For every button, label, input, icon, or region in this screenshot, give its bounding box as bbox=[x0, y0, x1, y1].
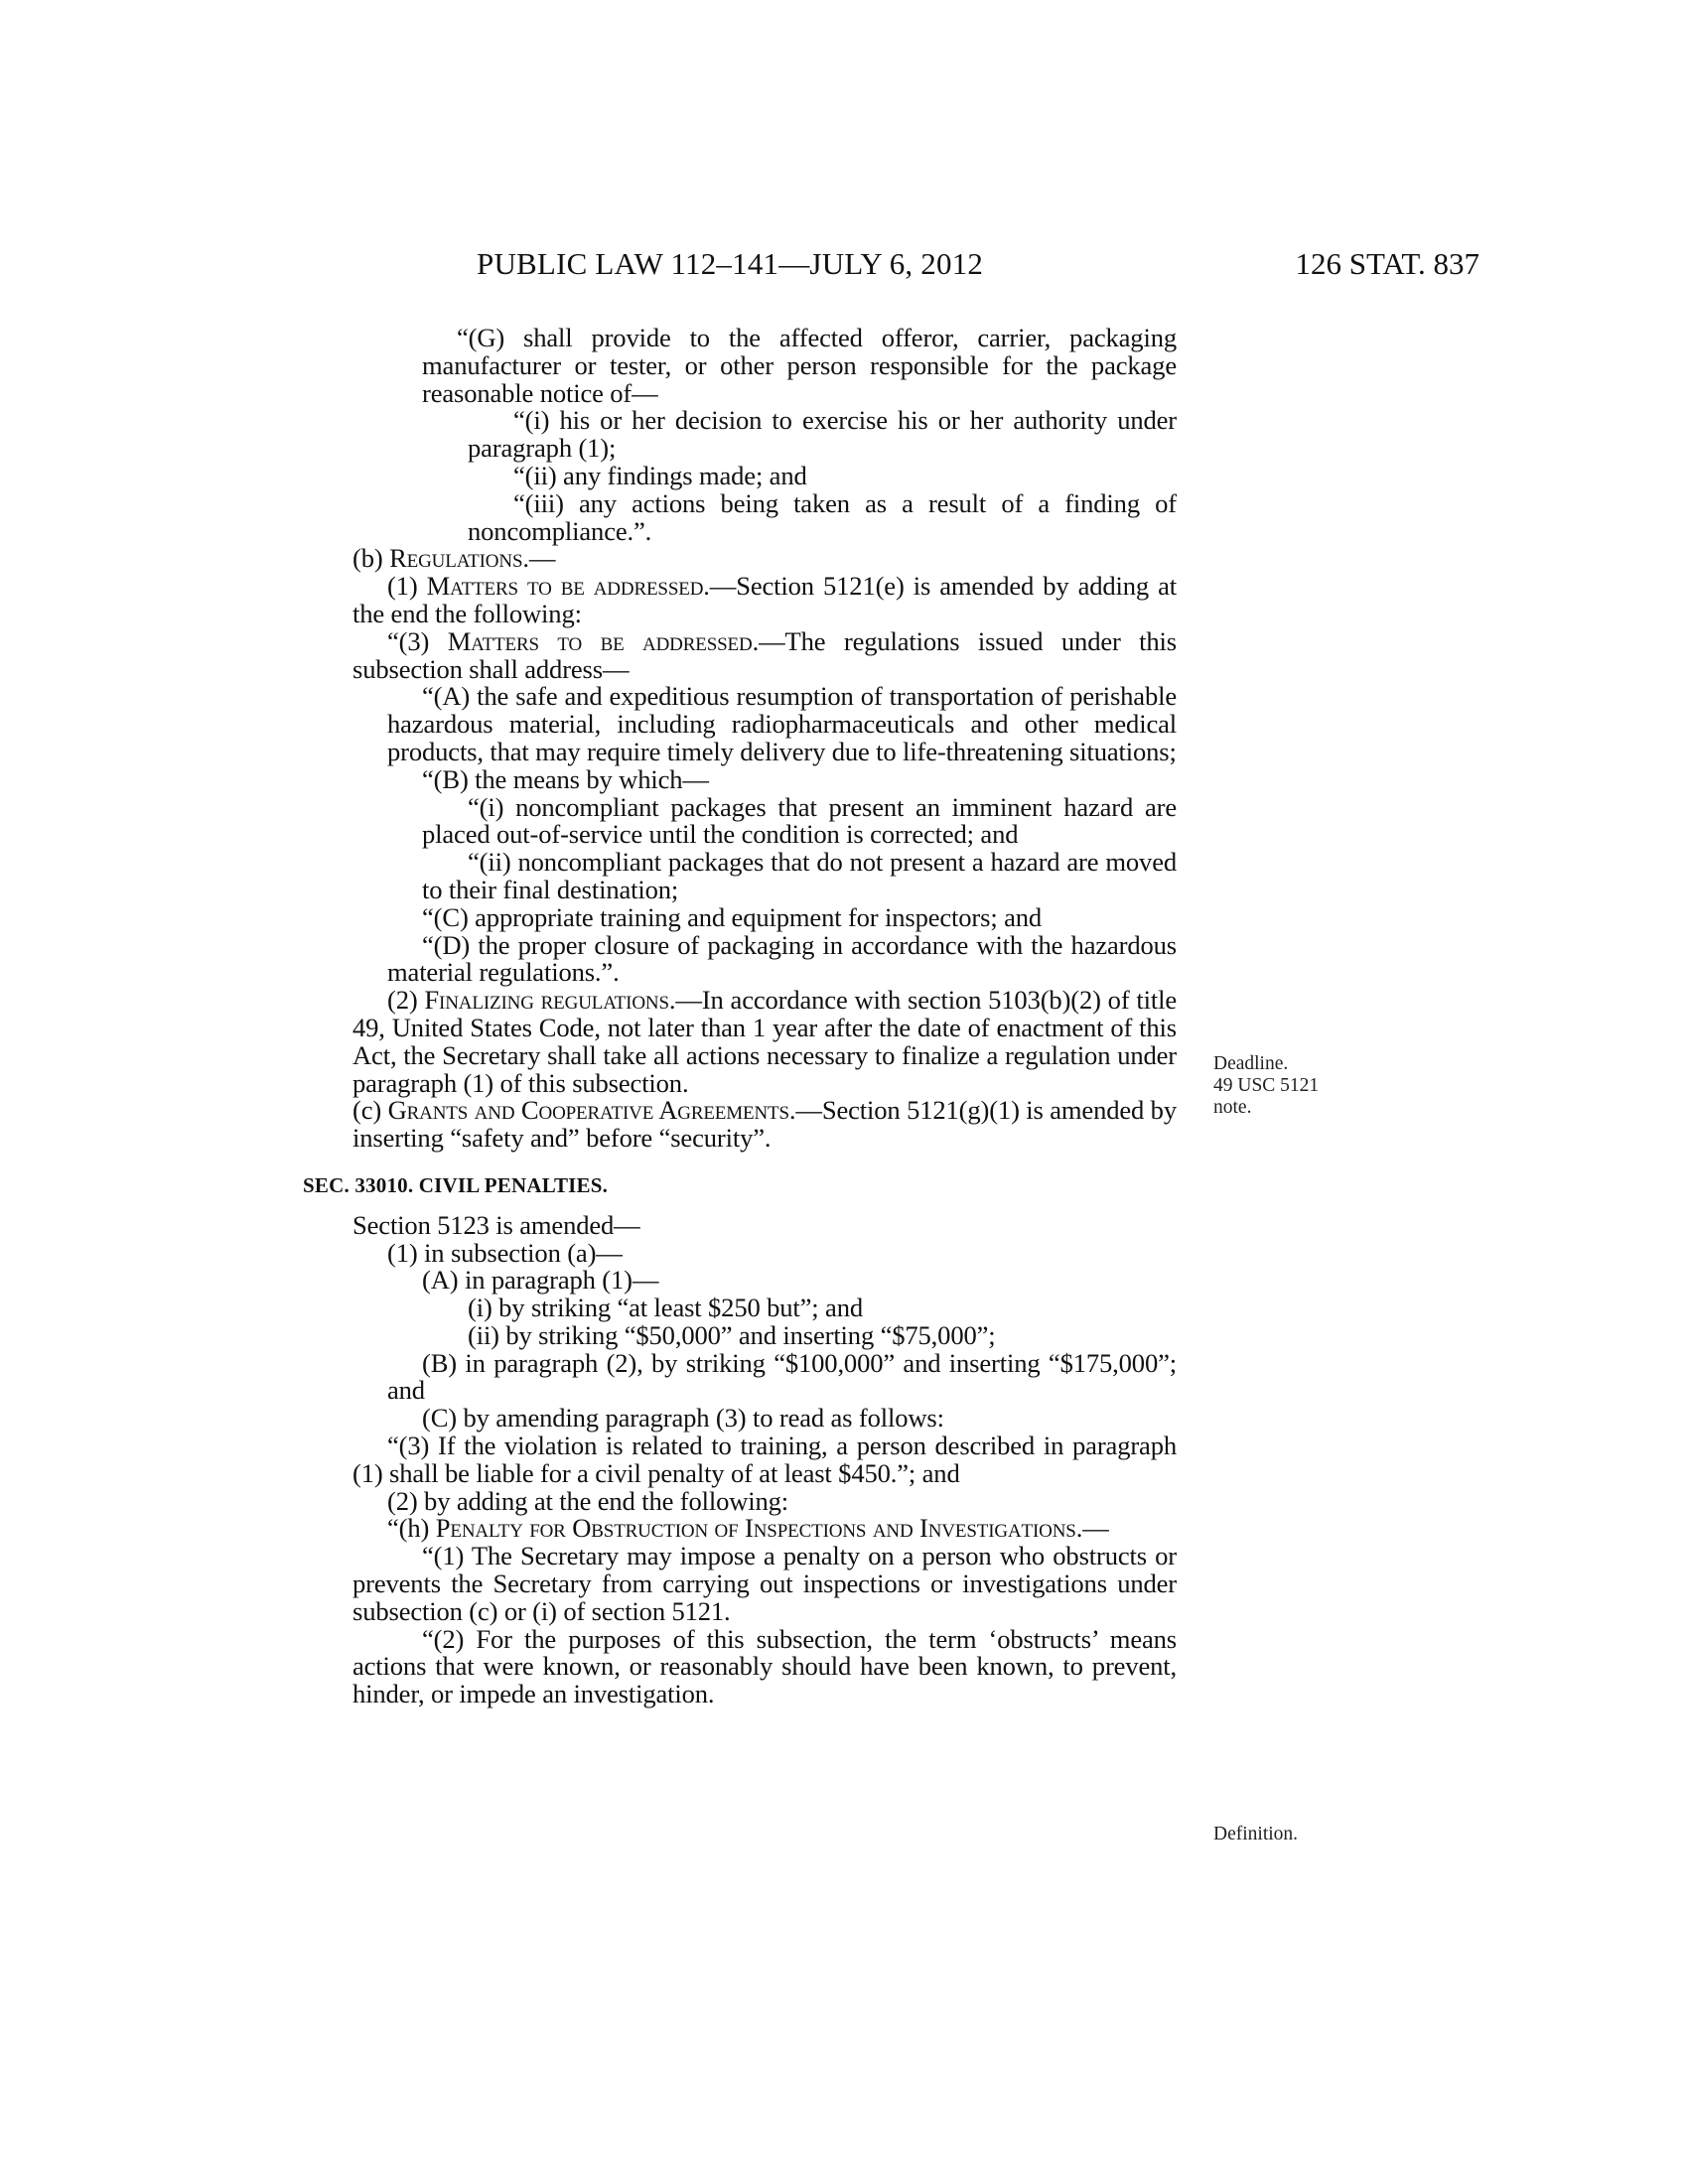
section-intro: Section 5123 is amended— bbox=[352, 1209, 640, 1240]
clause-b: “(B) the means by which— bbox=[422, 763, 709, 794]
clause-g-ii: “(ii) any findings made; and bbox=[513, 460, 807, 490]
running-header-stat-page: 126 STAT. 837 bbox=[1295, 246, 1479, 281]
margin-note-definition: Definition. bbox=[1213, 1824, 1299, 1844]
subsection-c: (c) Grants and Cooperative Agreements.—Section 5121(g)(1) is amended by inserting “safety and” before “security”. bbox=[352, 1095, 1177, 1154]
margin-note-deadline: Deadline. 49 USC 5121 note. bbox=[1213, 1053, 1320, 1118]
item-1: (1) in subsection (a)— bbox=[387, 1237, 623, 1268]
subsection-h-heading: “(h) Penalty for Obstruction of Inspections and Investigations.— bbox=[387, 1513, 1109, 1544]
clause-b-ii: “(ii) noncompliant packages that do not present a hazard are moved to their final destination; bbox=[422, 847, 1177, 904]
clause-g-iii: “(iii) any actions being taken as a result of a finding of noncompliance.”. bbox=[468, 487, 1177, 546]
section-heading: SEC. 33010. CIVIL PENALTIES. bbox=[303, 1172, 609, 1197]
item-1-a: (A) in paragraph (1)— bbox=[422, 1265, 659, 1296]
paragraph-quoted-3: “(3) Matters to be addressed.—The regulations issued under this subsection shall address— bbox=[352, 625, 1177, 684]
clause-b-i: “(i) noncompliant packages that present an imminent hazard are placed out-of-service until the condition is corrected; and bbox=[422, 791, 1177, 850]
clause-g: “(G) shall provide to the affected offeror, carrier, packaging manufacturer or tester, or other person responsible for the package reasonable notice of— bbox=[422, 323, 1177, 408]
clause-c: “(C) appropriate training and equipment for inspectors; and bbox=[422, 901, 1043, 932]
clause-d: “(D) the proper closure of packaging in accordance with the hazardous material regulations.”. bbox=[387, 929, 1177, 988]
item-1-b: (B) in paragraph (2), by striking “$100,000” and inserting “$175,000”; and bbox=[387, 1347, 1177, 1406]
clause-g-i: “(i) his or her decision to exercise his or her authority under paragraph (1); bbox=[468, 405, 1177, 464]
item-1-a-i: (i) by striking “at least $250 but”; and bbox=[468, 1293, 863, 1323]
item-1-c: (C) by amending paragraph (3) to read as follows: bbox=[422, 1403, 944, 1433]
paragraph-b1: (1) Matters to be addressed.—Section 5121(e) is amended by adding at the end the following: bbox=[352, 571, 1177, 628]
statute-body bbox=[303, 323, 1177, 1709]
clause-a: “(A) the safe and expeditious resumption of transportation of perishable hazardous material, including radiopharmaceuticals and other medical products, that may require timely delivery due to life-threatening situations; bbox=[387, 681, 1177, 766]
quoted-paragraph-3: “(3) If the violation is related to training, a person described in paragraph (1) shall be liable for a civil penalty of at least $450.”; and bbox=[352, 1431, 1177, 1488]
running-header-title: PUBLIC LAW 112–141—JULY 6, 2012 bbox=[477, 246, 984, 281]
paragraph-b1-title: Matters to be addressed bbox=[426, 571, 704, 602]
item-1-a-ii: (ii) by striking “$50,000” and inserting “$75,000”; bbox=[468, 1319, 996, 1350]
paragraph-quoted-3-title: Matters to be addressed bbox=[447, 625, 753, 656]
subsection-h-2: “(2) For the purposes of this subsection, the term ‘obstructs’ means actions that were known, or reasonably should have been known, to prevent, hinder, or impede an investigation. bbox=[352, 1623, 1177, 1709]
subsection-c-title: Grants and Cooperative Agreements bbox=[387, 1095, 789, 1126]
subsection-b-title: Regulations bbox=[389, 543, 523, 574]
subsection-h-1: “(1) The Secretary may impose a penalty on a person who obstructs or prevents the Secretary from carrying out inspections or investigations under subsection (c) or (i) of section 5121. bbox=[352, 1541, 1177, 1626]
paragraph-b2: (2) Finalizing regulations.—In accordance with section 5103(b)(2) of title 49, United States Code, not later than 1 year after the date of enactment of this Act, the Secretary shall take all actions necessary to finalize a regulation under paragraph (1) of this subsection. bbox=[352, 985, 1177, 1098]
subsection-h-title: Penalty for Obstruction of Inspections and Investigations bbox=[435, 1513, 1076, 1544]
paragraph-b2-title: Finalizing regulations bbox=[424, 985, 669, 1016]
item-2: (2) by adding at the end the following: bbox=[387, 1485, 789, 1516]
subsection-b-heading: (b) Regulations.— bbox=[352, 543, 556, 574]
